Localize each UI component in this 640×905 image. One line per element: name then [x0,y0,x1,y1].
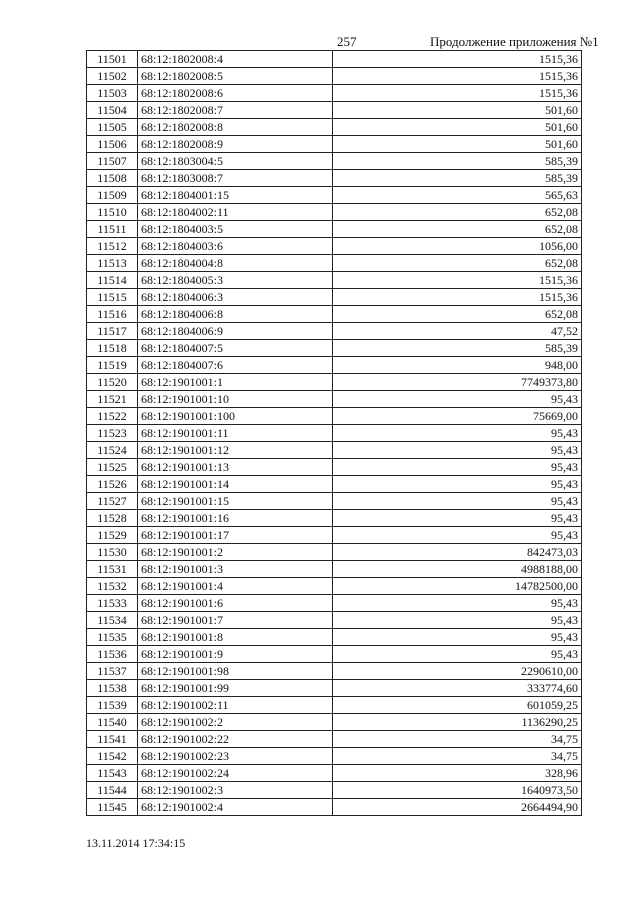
cadastral-value: 34,75 [333,731,582,748]
cadastral-value: 95,43 [333,646,582,663]
row-number: 11519 [87,357,138,374]
row-number: 11518 [87,340,138,357]
row-number: 11530 [87,544,138,561]
cadastral-value: 1136290,25 [333,714,582,731]
cadastral-number: 68:12:1901001:2 [138,544,333,561]
cadastral-number: 68:12:1804006:8 [138,306,333,323]
table-row [87,272,582,289]
cadastral-value: 333774,60 [333,680,582,697]
cadastral-number: 68:12:1901001:8 [138,629,333,646]
cadastral-number: 68:12:1901002:22 [138,731,333,748]
row-number: 11513 [87,255,138,272]
cadastral-value: 1515,36 [333,68,582,85]
cadastral-number: 68:12:1804007:5 [138,340,333,357]
row-number: 11540 [87,714,138,731]
row-number: 11542 [87,748,138,765]
cadastral-number: 68:12:1901001:14 [138,476,333,493]
cadastral-number: 68:12:1804004:8 [138,255,333,272]
cadastral-number: 68:12:1901001:98 [138,663,333,680]
cadastral-number: 68:12:1804002:11 [138,204,333,221]
row-number: 11504 [87,102,138,119]
table-row [87,255,582,272]
cadastral-value: 95,43 [333,629,582,646]
table-row [87,442,582,459]
table-row [87,408,582,425]
table-row [87,51,582,68]
cadastral-number: 68:12:1804003:5 [138,221,333,238]
table-row [87,136,582,153]
table-row [87,765,582,782]
table-row [87,697,582,714]
cadastral-value: 2290610,00 [333,663,582,680]
cadastral-value: 95,43 [333,612,582,629]
table-row [87,187,582,204]
table-row [87,714,582,731]
table-row [87,323,582,340]
cadastral-value: 601059,25 [333,697,582,714]
cadastral-number: 68:12:1901001:17 [138,527,333,544]
table-row [87,680,582,697]
cadastral-value: 652,08 [333,255,582,272]
cadastral-number: 68:12:1901002:24 [138,765,333,782]
table-row [87,510,582,527]
table-row [87,731,582,748]
row-number: 11535 [87,629,138,646]
row-number: 11515 [87,289,138,306]
table-row [87,340,582,357]
row-number: 11501 [87,51,138,68]
row-number: 11532 [87,578,138,595]
table-row [87,221,582,238]
cadastral-value: 1515,36 [333,272,582,289]
cadastral-value: 565,63 [333,187,582,204]
cadastral-number: 68:12:1802008:8 [138,119,333,136]
cadastral-value: 652,08 [333,221,582,238]
row-number: 11507 [87,153,138,170]
cadastral-value: 95,43 [333,493,582,510]
cadastral-value: 95,43 [333,391,582,408]
row-number: 11503 [87,85,138,102]
cadastral-number: 68:12:1802008:6 [138,85,333,102]
cadastral-number: 68:12:1804005:3 [138,272,333,289]
table-row [87,527,582,544]
table-row [87,85,582,102]
row-number: 11516 [87,306,138,323]
cadastral-number: 68:12:1901001:100 [138,408,333,425]
appendix-continuation-note: Продолжение приложения №1 [430,34,599,49]
row-number: 11505 [87,119,138,136]
cadastral-number: 68:12:1901001:12 [138,442,333,459]
cadastral-number: 68:12:1901002:11 [138,697,333,714]
row-number: 11537 [87,663,138,680]
cadastral-number: 68:12:1901001:15 [138,493,333,510]
table-row [87,799,582,816]
row-number: 11521 [87,391,138,408]
row-number: 11514 [87,272,138,289]
table-row [87,374,582,391]
cadastral-number: 68:12:1802008:5 [138,68,333,85]
table-body [87,51,582,816]
row-number: 11508 [87,170,138,187]
cadastral-number: 68:12:1901001:9 [138,646,333,663]
cadastral-value: 842473,03 [333,544,582,561]
row-number: 11511 [87,221,138,238]
table-row [87,102,582,119]
table-row [87,476,582,493]
page-number: 257 [337,34,357,49]
row-number: 11528 [87,510,138,527]
cadastral-value: 4988188,00 [333,561,582,578]
cadastral-value: 652,08 [333,204,582,221]
cadastral-value: 75669,00 [333,408,582,425]
cadastral-number: 68:12:1802008:4 [138,51,333,68]
row-number: 11502 [87,68,138,85]
row-number: 11543 [87,765,138,782]
cadastral-number: 68:12:1804006:3 [138,289,333,306]
cadastral-value: 652,08 [333,306,582,323]
row-number: 11536 [87,646,138,663]
table-row [87,595,582,612]
cadastral-value: 95,43 [333,595,582,612]
table-row [87,238,582,255]
cadastral-value: 585,39 [333,340,582,357]
table-row [87,646,582,663]
cadastral-number: 68:12:1901002:4 [138,799,333,816]
cadastral-number: 68:12:1804007:6 [138,357,333,374]
cadastral-number: 68:12:1901002:23 [138,748,333,765]
cadastral-number: 68:12:1901002:3 [138,782,333,799]
cadastral-value: 95,43 [333,476,582,493]
cadastral-value: 14782500,00 [333,578,582,595]
cadastral-number: 68:12:1804006:9 [138,323,333,340]
cadastral-value: 585,39 [333,170,582,187]
table-row [87,782,582,799]
print-timestamp: 13.11.2014 17:34:15 [86,836,186,850]
table-row [87,153,582,170]
row-number: 11526 [87,476,138,493]
row-number: 11506 [87,136,138,153]
cadastral-number: 68:12:1802008:7 [138,102,333,119]
row-number: 11529 [87,527,138,544]
cadastral-value: 1515,36 [333,289,582,306]
row-number: 11522 [87,408,138,425]
cadastral-number: 68:12:1901001:4 [138,578,333,595]
cadastral-number: 68:12:1901001:13 [138,459,333,476]
table-row [87,119,582,136]
cadastral-value: 328,96 [333,765,582,782]
table-row [87,544,582,561]
table-row [87,170,582,187]
row-number: 11538 [87,680,138,697]
row-number: 11539 [87,697,138,714]
cadastral-value: 1515,36 [333,85,582,102]
table-row [87,578,582,595]
table-row [87,561,582,578]
table-row [87,425,582,442]
table-row [87,357,582,374]
cadastral-value: 95,43 [333,442,582,459]
table-row [87,663,582,680]
cadastral-value: 501,60 [333,136,582,153]
row-number: 11541 [87,731,138,748]
row-number: 11512 [87,238,138,255]
table-row [87,204,582,221]
row-number: 11509 [87,187,138,204]
row-number: 11510 [87,204,138,221]
cadastral-number: 68:12:1901001:99 [138,680,333,697]
row-number: 11523 [87,425,138,442]
table-row [87,493,582,510]
cadastral-number: 68:12:1901001:1 [138,374,333,391]
table-row [87,612,582,629]
cadastral-number: 68:12:1804003:6 [138,238,333,255]
cadastral-value: 95,43 [333,425,582,442]
cadastral-number: 68:12:1901001:7 [138,612,333,629]
row-number: 11524 [87,442,138,459]
cadastral-value: 95,43 [333,527,582,544]
cadastral-value: 585,39 [333,153,582,170]
cadastral-number: 68:12:1803008:7 [138,170,333,187]
row-number: 11544 [87,782,138,799]
table-row [87,748,582,765]
cadastral-value-table [86,50,582,816]
cadastral-number: 68:12:1901001:11 [138,425,333,442]
table-row [87,459,582,476]
cadastral-value: 948,00 [333,357,582,374]
cadastral-value: 1056,00 [333,238,582,255]
cadastral-value: 47,52 [333,323,582,340]
cadastral-number: 68:12:1901001:3 [138,561,333,578]
row-number: 11534 [87,612,138,629]
cadastral-value: 95,43 [333,510,582,527]
cadastral-value: 1640973,50 [333,782,582,799]
cadastral-value: 7749373,80 [333,374,582,391]
row-number: 11545 [87,799,138,816]
cadastral-value: 95,43 [333,459,582,476]
row-number: 11527 [87,493,138,510]
cadastral-value: 2664494,90 [333,799,582,816]
row-number: 11517 [87,323,138,340]
row-number: 11525 [87,459,138,476]
cadastral-number: 68:12:1804001:15 [138,187,333,204]
table-row [87,289,582,306]
row-number: 11533 [87,595,138,612]
cadastral-number: 68:12:1802008:9 [138,136,333,153]
row-number: 11520 [87,374,138,391]
cadastral-value: 1515,36 [333,51,582,68]
table-row [87,68,582,85]
table-row [87,391,582,408]
cadastral-value: 501,60 [333,102,582,119]
row-number: 11531 [87,561,138,578]
cadastral-number: 68:12:1901002:2 [138,714,333,731]
cadastral-number: 68:12:1901001:16 [138,510,333,527]
cadastral-number: 68:12:1803004:5 [138,153,333,170]
cadastral-number: 68:12:1901001:6 [138,595,333,612]
table-row [87,629,582,646]
table-row [87,306,582,323]
cadastral-value: 34,75 [333,748,582,765]
cadastral-number: 68:12:1901001:10 [138,391,333,408]
cadastral-value: 501,60 [333,119,582,136]
